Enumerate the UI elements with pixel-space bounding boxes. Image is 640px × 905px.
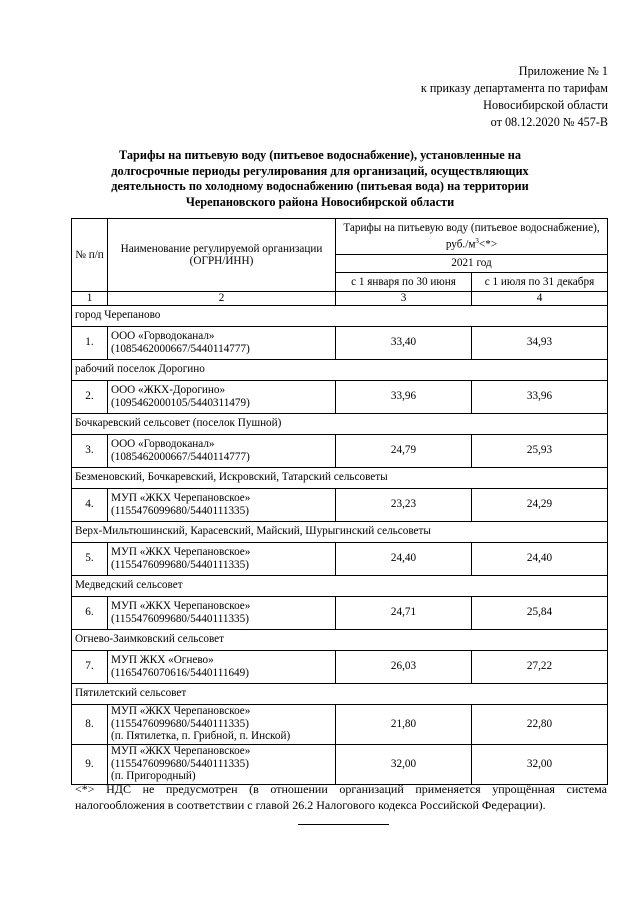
section-row xyxy=(72,305,608,326)
appendix-block xyxy=(421,63,608,131)
organization-cell xyxy=(108,488,336,521)
table-header xyxy=(72,219,608,306)
row-number: 4. xyxy=(72,488,108,521)
table-row xyxy=(72,744,608,784)
tariff-first-half: 24,71 xyxy=(336,596,472,629)
row-number: 6. xyxy=(72,596,108,629)
header-tariff-text: Тарифы на питьевую воду (питьевое водоснабжение), руб./м xyxy=(343,222,600,251)
tariff-second-half: 24,40 xyxy=(472,542,608,575)
tariff-second-half: 27,22 xyxy=(472,650,608,683)
table-row xyxy=(72,650,608,683)
section-row xyxy=(72,467,608,488)
section-title: Пятилетский сельсовет xyxy=(72,683,608,704)
header-tariff-note: <*> xyxy=(478,238,498,251)
organization-line: ООО «ЖКХ-Дорогино» xyxy=(111,384,226,396)
table-row xyxy=(72,704,608,744)
tariff-first-half: 26,03 xyxy=(336,650,472,683)
organization-cell xyxy=(108,542,336,575)
tariff-second-half: 22,80 xyxy=(472,704,608,744)
table-row xyxy=(72,326,608,359)
section-title: Медведский сельсовет xyxy=(72,575,608,596)
tariff-first-half: 23,23 xyxy=(336,488,472,521)
organization-line: (1155476099680/5440111335) xyxy=(111,504,249,517)
section-title: рабочий поселок Дорогино xyxy=(72,359,608,380)
organization-line: МУП «ЖКХ Черепановское» xyxy=(111,745,251,758)
row-number: 2. xyxy=(72,380,108,413)
footnote: <*> НДС не предусмотрен (в отношении организаций применяется упрощённая система налогообложения в соответствии с главой 26.2 Налогового кодекса Российской Федерации). xyxy=(75,782,607,812)
tariff-first-half: 33,96 xyxy=(336,380,472,413)
tariff-second-half: 24,29 xyxy=(472,488,608,521)
tariff-second-half: 32,00 xyxy=(472,744,608,784)
closing-rule xyxy=(298,824,389,825)
section-row xyxy=(72,629,608,650)
organization-line: ООО «Горводоканал» xyxy=(111,330,215,342)
appendix-line: от 08.12.2020 № 457-В xyxy=(490,115,608,129)
row-number: 5. xyxy=(72,542,108,575)
row-number: 8. xyxy=(72,704,108,744)
section-row xyxy=(72,359,608,380)
organization-line: (1165476070616/5440111649) xyxy=(111,666,249,679)
table-body xyxy=(72,305,608,784)
tariff-first-half: 21,80 xyxy=(336,704,472,744)
document-title: Тарифы на питьевую воду (питьевое водоснабжение), установленные на долгосрочные периоды регулирования для организаций, осуществляющих деятельность по холодному водоснабжению (питьевая вода) на территории Черепановского района Новосибирской области xyxy=(111,148,529,209)
section-title: Безменовский, Бочкаревский, Искровский, Татарский сельсоветы xyxy=(72,467,608,488)
tariff-table xyxy=(71,218,608,785)
header-organization: Наименование регулируемой организации (ОГРН/ИНН) xyxy=(108,219,336,292)
column-number: 4 xyxy=(472,292,608,306)
row-number: 1. xyxy=(72,326,108,359)
organization-line: МУП «ЖКХ Черепановское» xyxy=(111,546,251,558)
organization-line: (1155476099680/5440111335) xyxy=(111,717,249,730)
table-row xyxy=(72,380,608,413)
section-row xyxy=(72,575,608,596)
row-number: 9. xyxy=(72,744,108,784)
organization-cell xyxy=(108,650,336,683)
organization-line: (1155476099680/5440111335) xyxy=(111,558,249,571)
tariff-second-half: 34,93 xyxy=(472,326,608,359)
section-title: Огнево-Заимковский сельсовет xyxy=(72,629,608,650)
table-row xyxy=(72,488,608,521)
appendix-line: Новосибирской области xyxy=(483,98,608,112)
section-title: город Черепаново xyxy=(72,305,608,326)
tariff-second-half: 25,93 xyxy=(472,434,608,467)
column-number: 2 xyxy=(108,292,336,306)
column-number: 1 xyxy=(72,292,108,306)
organization-line: (1155476099680/5440111335) xyxy=(111,612,249,625)
section-title: Верх-Мильтюшинский, Карасевский, Майский, Шурыгинский сельсоветы xyxy=(72,521,608,542)
organization-line: МУП ЖКХ «Огнево» xyxy=(111,654,214,666)
table-row xyxy=(72,434,608,467)
header-tariff-sup: 3 xyxy=(475,236,479,245)
organization-line: (1095462000105/5440311479) xyxy=(111,396,250,409)
section-row xyxy=(72,521,608,542)
organization-cell xyxy=(108,380,336,413)
tariff-first-half: 24,40 xyxy=(336,542,472,575)
organization-line: МУП «ЖКХ Черепановское» xyxy=(111,600,251,612)
header-period-1: с 1 января по 30 июня xyxy=(336,273,472,292)
appendix-line: к приказу департамента по тарифам xyxy=(420,81,608,95)
row-number: 7. xyxy=(72,650,108,683)
tariff-second-half: 33,96 xyxy=(472,380,608,413)
organization-line: МУП «ЖКХ Черепановское» xyxy=(111,705,251,718)
organization-cell xyxy=(108,704,336,744)
tariff-first-half: 24,79 xyxy=(336,434,472,467)
organization-line: (п. Пятилетка, п. Грибной, п. Инской) xyxy=(111,730,291,743)
organization-cell xyxy=(108,326,336,359)
section-title: Бочкаревский сельсовет (поселок Пушной) xyxy=(72,413,608,434)
section-row xyxy=(72,683,608,704)
appendix-line: Приложение № 1 xyxy=(518,64,608,78)
header-num: № п/п xyxy=(72,219,108,292)
row-number: 3. xyxy=(72,434,108,467)
column-number: 3 xyxy=(336,292,472,306)
tariff-first-half: 32,00 xyxy=(336,744,472,784)
table-row xyxy=(72,542,608,575)
section-row xyxy=(72,413,608,434)
tariff-first-half: 33,40 xyxy=(336,326,472,359)
header-period-2: с 1 июля по 31 декабря xyxy=(472,273,608,292)
organization-line: (1155476099680/5440111335) xyxy=(111,757,249,770)
organization-line: МУП «ЖКХ Черепановское» xyxy=(111,492,251,504)
organization-cell xyxy=(108,744,336,784)
organization-line: ООО «Горводоканал» xyxy=(111,438,215,450)
tariff-second-half: 25,84 xyxy=(472,596,608,629)
header-year: 2021 год xyxy=(336,255,608,273)
organization-cell xyxy=(108,434,336,467)
organization-cell xyxy=(108,596,336,629)
organization-line: (1085462000667/5440114777) xyxy=(111,450,250,463)
organization-line: (п. Пригородный) xyxy=(111,770,196,783)
organization-line: (1085462000667/5440114777) xyxy=(111,342,250,355)
table-row xyxy=(72,596,608,629)
header-tariff xyxy=(336,219,608,255)
